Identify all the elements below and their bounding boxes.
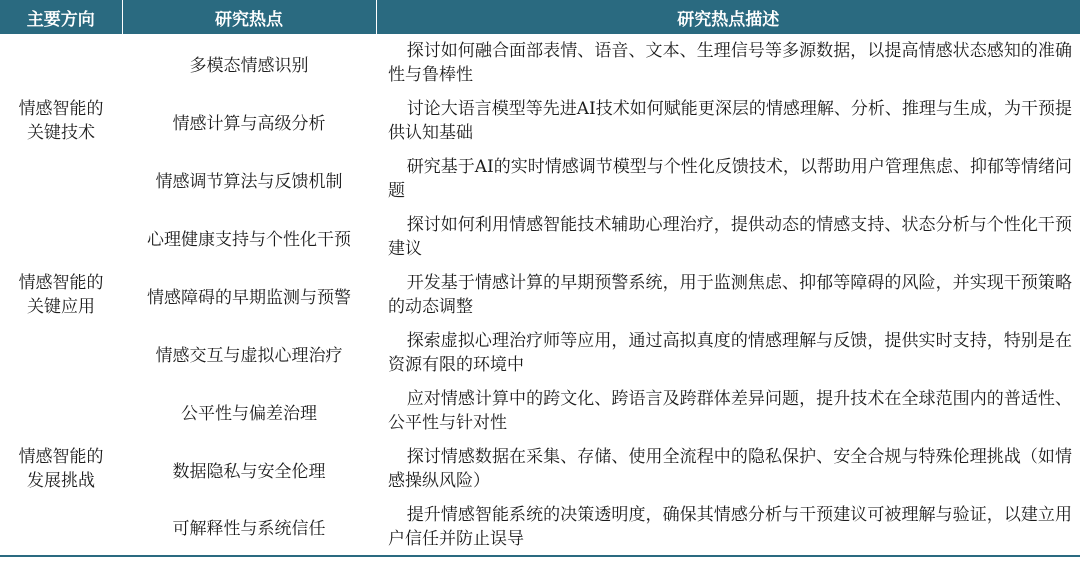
direction-line: 关键应用 [27, 297, 95, 317]
description-cell: 开发基于情感计算的早期预警系统，用于监测焦虑、抑郁等障碍的风险，并实现干预策略的动态调整 [388, 273, 1072, 317]
direction-line: 发展挑战 [27, 470, 95, 491]
table-row [0, 150, 1080, 208]
direction-line: 情感智能的 [18, 99, 104, 119]
description-cell: 探讨如何融合面部表情、语音、文本、生理信号等多源数据，以提高情感状态感知的准确性与鲁棒性 [388, 41, 1072, 85]
topic-cell: 数据隐私与安全伦理 [172, 461, 326, 482]
direction-cell-key-technologies [0, 34, 122, 208]
topic-cell: 情感计算与高级分析 [172, 113, 326, 134]
topic-cell: 心理健康支持与个性化干预 [147, 229, 351, 250]
direction-line: 情感智能的 [18, 446, 104, 467]
direction-cell-challenges [0, 382, 122, 556]
topic-cell: 公平性与偏差治理 [181, 403, 317, 424]
table-row [0, 92, 1080, 150]
direction-cell-key-applications [0, 208, 122, 382]
table-row [0, 498, 1080, 556]
description-cell: 讨论大语言模型等先进AI技术如何赋能更深层的情感理解、分析、推理与生成，为干预提供认知基础 [388, 99, 1072, 143]
table-row [0, 382, 1080, 440]
header-description: 研究热点描述 [376, 0, 1080, 34]
topic-cell: 情感调节算法与反馈机制 [155, 171, 343, 192]
topic-cell: 可解释性与系统信任 [172, 519, 326, 539]
description-cell: 探索虚拟心理治疗师等应用，通过高拟真度的情感理解与反馈，提供实时支持，特别是在资源有限的环境中 [388, 331, 1072, 375]
header-direction: 主要方向 [26, 9, 95, 30]
description-cell: 探讨情感数据在采集、存储、使用全流程中的隐私保护、安全合规与特殊伦理挑战（如情感操纵风险） [388, 447, 1072, 491]
direction-line: 情感智能的 [18, 273, 104, 293]
description-cell: 应对情感计算中的跨文化、跨语言及跨群体差异问题，提升技术在全球范围内的普适性、公平性与针对性 [388, 389, 1072, 433]
description-cell: 探讨如何利用情感智能技术辅助心理治疗，提供动态的情感支持、状态分析与个性化干预建议 [388, 215, 1072, 259]
header-topic: 研究热点 [122, 0, 376, 34]
table-row [0, 440, 1080, 498]
table-row [0, 208, 1080, 266]
table-row [0, 266, 1080, 324]
table-header [0, 0, 1080, 34]
topic-cell: 情感障碍的早期监测与预警 [147, 287, 351, 308]
description-cell: 研究基于AI的实时情感调节模型与个性化反馈技术，以帮助用户管理焦虑、抑郁等情绪问题 [388, 157, 1072, 201]
table-row [0, 324, 1080, 382]
header-row [0, 0, 1080, 34]
topic-cell: 多模态情感识别 [189, 55, 309, 76]
description-cell: 提升情感智能系统的决策透明度，确保其情感分析与干预建议可被理解与验证，以建立用户信任并防止误导 [388, 504, 1072, 549]
table-row [0, 34, 1080, 92]
direction-line: 关键技术 [27, 123, 95, 143]
topic-cell: 情感交互与虚拟心理治疗 [155, 345, 343, 366]
table-body [0, 34, 1080, 556]
